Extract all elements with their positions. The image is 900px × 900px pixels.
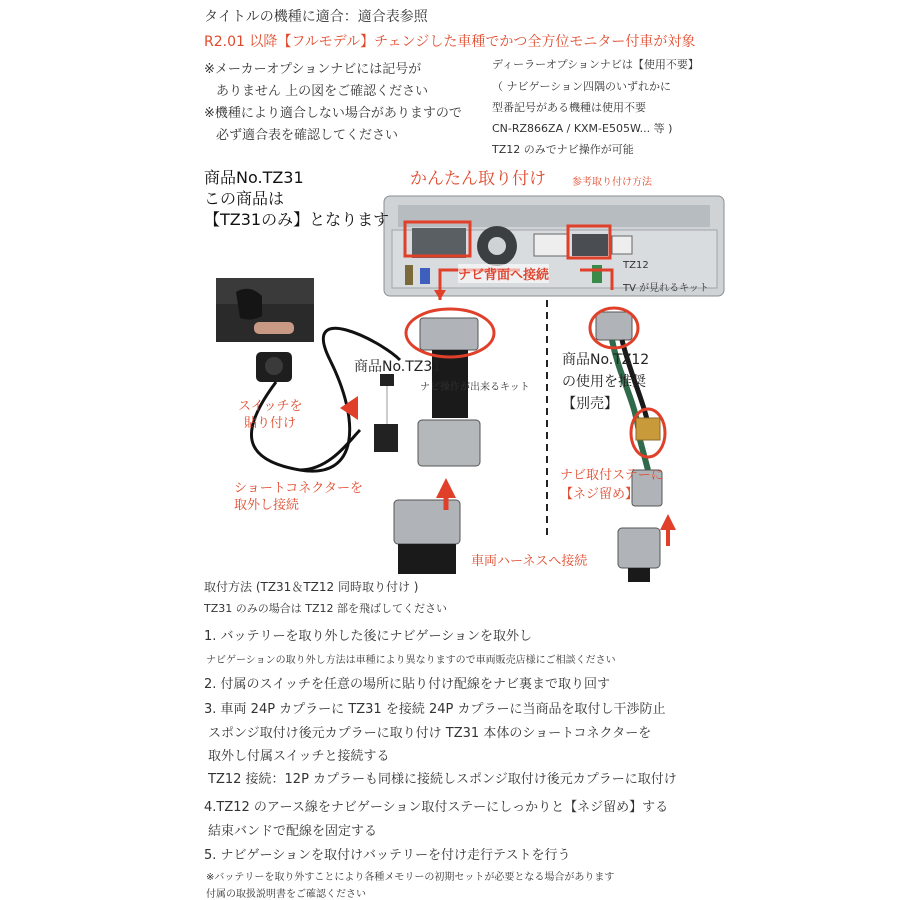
short-connector-label-1: ショートコネクターを xyxy=(234,481,363,496)
switch-label-1: スイッチを xyxy=(238,399,303,414)
interior-photo xyxy=(216,278,314,342)
dealer-note-2: （ ナビゲーション四隅のいずれかに xyxy=(492,80,672,93)
step-3-line-1: 3. 車両 24P カプラーに TZ31 を接続 24P カプラーに当商品を取付し干渉防止 xyxy=(204,702,666,717)
switch-device xyxy=(256,352,292,382)
tz12-kit-label: TV が見れるキット xyxy=(623,283,709,294)
step-3-line-2: スポンジ取付け後元カプラーに取り付け TZ31 本体のショートコネクターを xyxy=(208,726,652,741)
tz31-product-sub: ナビ操作が出来るキット xyxy=(420,382,530,393)
product-number-tz31: 商品No.TZ31 xyxy=(204,168,304,187)
note-maker-2: ありません 上の図をご確認ください xyxy=(216,84,429,99)
instructions-title: 取付方法 (TZ31＆TZ12 同時取り付け ) xyxy=(204,580,419,594)
step-1: 1. バッテリーを取り外した後にナビゲーションを取外し xyxy=(204,629,533,644)
step-5: 5. ナビゲーションを取付けバッテリーを付け走行テストを行う xyxy=(204,848,571,863)
short-connector-label-2: 取外し接続 xyxy=(234,498,300,513)
connect-back-label: ナビ背面へ接続 xyxy=(458,264,549,283)
dealer-note-3: 型番記号がある機種は使用不要 xyxy=(492,101,646,114)
step-3-line-4: TZ12 接続：12P カプラーも同様に接続しスポンジ取付け後元カプラーに取付け xyxy=(208,772,677,787)
footer-note-2: 付属の取扱説明書をご確認ください xyxy=(206,889,366,900)
stay-label-2: 【ネジ留め】 xyxy=(560,487,639,502)
step-4-line-1: 4.TZ12 のアース線をナビゲーション取付ステーにしっかりと【ネジ留め】する xyxy=(204,800,669,815)
note-maker-1: ※メーカーオプションナビには記号が xyxy=(204,62,422,77)
tz12-label: TZ12 xyxy=(623,260,649,271)
note-fit-2: 必ず適合表を確認してください xyxy=(216,128,399,143)
easy-install-sub: 参考取り付け方法 xyxy=(572,177,652,188)
tz12-product-label: 商品No.TZ12 xyxy=(562,352,650,368)
tz31-product-label: 商品No.TZ31 xyxy=(354,359,442,375)
header-line-2: R2.01 以降【フルモデル】チェンジした車種でかつ全方位モニター付車が対象 xyxy=(204,34,696,50)
harness-connect-label: 車両ハーネスへ接続 xyxy=(471,554,588,569)
step-1-note: ナビゲーションの取り外し方法は車種により異なりますので車両販売店様にご相談ください xyxy=(206,655,616,666)
step-3-line-3: 取外し付属スイッチと接続する xyxy=(208,749,390,764)
tz12-separate: 【別売】 xyxy=(562,396,618,412)
dealer-note-1: ディーラーオプションナビは【使用不要】 xyxy=(492,58,699,71)
easy-install-title: かんたん取り付け xyxy=(410,169,546,189)
dealer-note-4: CN-RZ866ZA / KXM-E505W... 等 ) xyxy=(492,122,673,135)
short-connector xyxy=(374,424,398,452)
product-desc-1: この商品は xyxy=(204,189,285,208)
tz12-recommend: の使用を推奨 xyxy=(562,374,646,390)
header-line-1: タイトルの機種に適合：適合表参照 xyxy=(204,9,428,25)
stay-label-1: ナビ取付ステーに xyxy=(560,468,664,483)
note-fit-1: ※機種により適合しない場合がありますので xyxy=(204,106,462,121)
step-4-line-2: 結束バンドで配線を固定する xyxy=(208,824,378,839)
dealer-note-5: TZ12 のみでナビ操作が可能 xyxy=(492,143,634,156)
footer-note-1: ※バッテリーを取り外すことにより各種メモリーの初期セットが必要となる場合があります xyxy=(206,872,615,883)
step-2: 2. 付属のスイッチを任意の場所に貼り付け配線をナビ裏まで取り回す xyxy=(204,677,611,692)
instructions-sub: TZ31 のみの場合は TZ12 部を飛ばしてください xyxy=(204,602,447,615)
switch-label-2: 貼り付け xyxy=(244,416,297,431)
product-desc-2: 【TZ31のみ】となります xyxy=(204,210,390,229)
